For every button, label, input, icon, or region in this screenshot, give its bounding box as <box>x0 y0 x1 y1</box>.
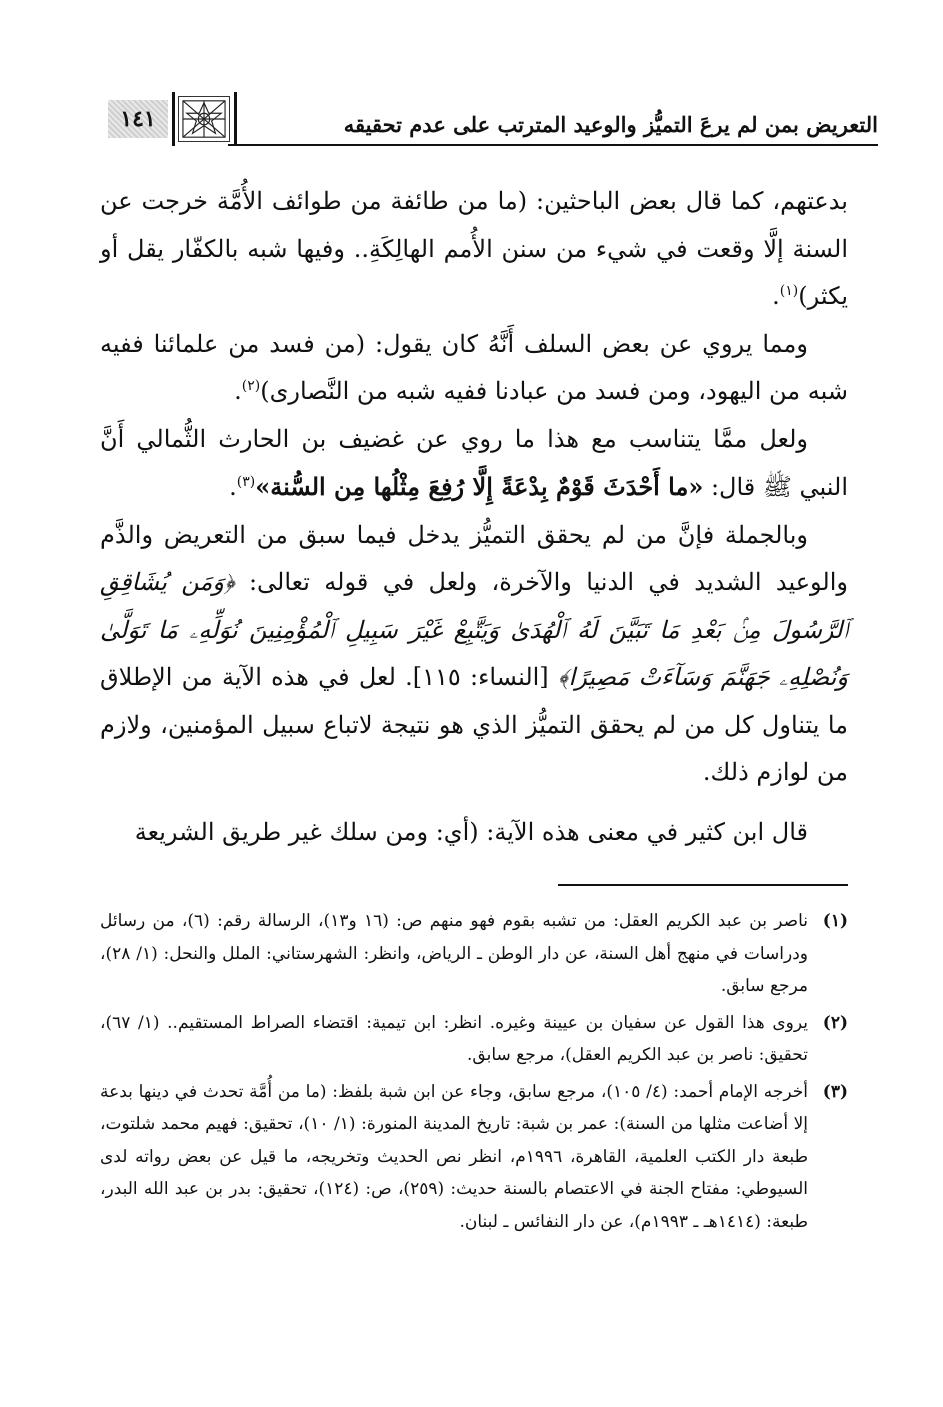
header-divider <box>172 92 175 146</box>
footnote-text: يروى هذا القول عن سفيان بن عيينة وغيره. انظر: ابن تيمية: اقتضاء الصراط المستقيم.. (١/ ٦٧)، تحقيق: ناصر بن عبد الكريم العقل)، مرجع سابق. <box>100 1012 808 1065</box>
paragraph-text: ومما يروي عن بعض السلف أَنَّهُ كان يقول: (من فسد من علمائنا ففيه شبه من اليهود، ومن فسد من عبادنا ففيه شبه من النَّصارى) <box>100 329 848 405</box>
paragraph-text: بدعتهم، كما قال بعض الباحثين: (ما من طائفة من طوائف الأُمَّة خرجت عن السنة إلَّا وقعت في شيء من سنن الأُمم الهالِكَةِ.. وفيها شبه بالكفّار يقل أو يكثر) <box>100 187 849 310</box>
paragraph <box>100 178 848 321</box>
quran-verse: ﴿وَمَن يُشَاقِقِ ٱلرَّسُولَ مِنۢ بَعْدِ مَا تَبَيَّنَ لَهُ ٱلْهُدَىٰ وَيَتَّبِعْ غَيْرَ سَبِيلِ ٱلْمُؤْمِنِينَ نُوَلِّهِۦ مَا تَوَلَّىٰ وَنُصْلِهِۦ جَهَنَّمَ وَسَآءَتْ مَصِيرًا﴾ <box>100 568 849 691</box>
paragraph-end: . <box>234 377 242 405</box>
paragraph <box>100 321 848 416</box>
paragraph <box>100 809 848 857</box>
footnote-number: (٣) <box>822 1081 848 1102</box>
paragraph <box>100 416 848 512</box>
paragraph-text: ولعل ممَّا يتناسب مع هذا ما روي عن غضيف بن الحارث الثُّمالي أَنَّ النبي ﷺ قال: <box>100 424 848 501</box>
hadith-quote: «ما أَحْدَثَ قَوْمٌ بِدْعَةً إِلَّا رُفِعَ مِثْلُها مِن السُّنة» <box>255 472 704 501</box>
page-number: ١٤١ <box>108 100 168 138</box>
footnote-number: (٢) <box>822 1012 848 1033</box>
paragraph-text: وبالجملة فإنَّ من لم يحقق التميُّز يدخل فيما سبق من التعريض والذَّم والوعيد الشديد في الدنيا والآخرة، ولعل في قوله تعالى: <box>100 520 849 596</box>
footnote-separator <box>558 884 848 886</box>
footnote-text: ناصر بن عبد الكريم العقل: من تشبه بقوم فهو منهم ص: (١٦ و١٣)، الرسالة رقم: (٦)، من رسائل ودراسات في منهج أهل السنة، عن دار الوطن ـ الرياض، وانظر: الشهرستاني: الملل والنحل: (١/ ٢٨)، مرجع سابق. <box>100 911 809 996</box>
footnote-number: (١) <box>822 911 848 931</box>
running-title: التعريض بمن لم يرعَ التميُّز والوعيد المترتب على عدم تحقيقه <box>343 112 878 137</box>
paragraph-end: . <box>229 473 237 501</box>
header-divider <box>234 92 237 146</box>
main-text <box>100 178 848 856</box>
header-rule <box>228 144 878 146</box>
footnote-ref: (٣) <box>236 474 256 490</box>
geometric-star-ornament-icon <box>178 96 230 142</box>
footnote <box>100 905 848 1003</box>
running-header <box>108 78 878 148</box>
footnote-ref: (٢) <box>241 378 261 394</box>
footnote-text: أخرجه الإمام أحمد: (٤/ ١٠٥)، مرجع سابق، وجاء عن ابن شبة بلفظ: (ما من أُمَّة تحدث في دينها بدعة إلا أضاعت مثلها من السنة): عمر بن شبة: تاريخ المدينة المنورة: (١/ ١٠)، تحقيق: فهيم محمد شلتوت، طبعة دار الكتب العلمية، القاهرة، ١٩٩٦م، انظر نص الحديث وتخريجه، ما قيل عن بعض رواته لدى السيوطي: مفتاح الجنة في الاعتصام بالسنة حديث: (٢٥٩)، ص: (١٢٤)، تحقيق: بدر بن عبد الله البدر، طبعة: (١٤١٤هـ ـ ١٩٩٣م)، عن دار النفائس ـ لبنان. <box>100 1081 809 1232</box>
paragraph <box>100 512 848 797</box>
footnote-ref: (١) <box>779 283 799 299</box>
paragraph-text: [النساء: ١١٥]. لعل في هذه الآية من الإطلاق ما يتناول كل من لم يحقق التميُّز الذي هو نتيجة لاتباع سبيل المؤمنين، ولازم من لوازم ذلك. <box>100 663 848 786</box>
paragraph-end: . <box>772 282 780 310</box>
footnote <box>100 1007 848 1072</box>
footnote <box>100 1076 848 1239</box>
footnotes <box>100 905 848 1242</box>
paragraph-text: قال ابن كثير في معنى هذه الآية: (أي: ومن سلك غير طريق الشريعة <box>134 817 808 846</box>
